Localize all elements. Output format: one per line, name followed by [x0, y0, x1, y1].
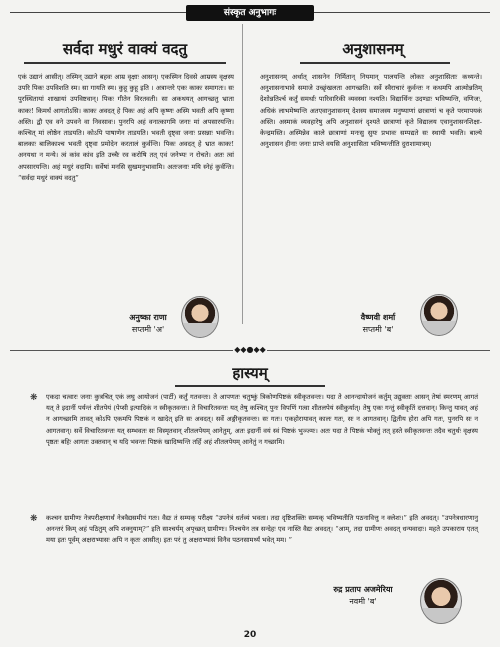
- right-author-class: सप्तमी 'ब': [362, 325, 394, 334]
- right-title-underline: [300, 62, 450, 64]
- right-author-name: वैष्णवी शर्मा: [360, 312, 396, 322]
- divider-ornament: ◆◆●◆◆: [234, 345, 266, 354]
- flower-bullet-icon: ❋: [30, 393, 38, 403]
- section-tab: संस्कृत अनुभागः: [186, 5, 314, 21]
- left-article-body: एकं उद्यानं आसीत्। तस्मिन् उद्याने बहवः आम्र वृक्षाः आसन्। एकस्मिन दिवसे आम्रस्य वृक्षस्य उपरि पिकः उपविशति स्म। सा गायति स्म। कुहू कुहू इति । अत्रान्तरे एकः काकः समागतः। सः पुरस्थितायां शाखायां उपविष्टवान्। पिकः गीतेन विरतवती। सा अकथयत् आगच्छतु भ्राता काकः! किमर्थं आगतोऽसि। काकः अवदत् हे पिकः अहं अपि कृष्णः अस्मि भवती अपि कृष्णा अस्ति। द्वौ एव वने उपवने वा निवसावः। पुनरपि अहं वनात्कागमि जनाः मां अपसारयन्ति। कश्चित् मां लोष्ठेन ताडयति। कोऽपि पाषाणेन ताडयति। भवती दृष्ट्वा जनाः प्रसन्नाः भवन्ति। बालकाः बालिकाश्च भवती दृष्ट्वा प्रमोदेन करतालं कुर्वन्ति। पिकः अवदत् हे भ्रात काकः! अनयथा न मन्ये। त्वं कांव कांव इति उच्चैः रव करोषि तत् एवं जनेभ्यः न रोचते। अतः त्वां अपसारयन्ति। अहं मधुरं वदामि। सर्वेषां मनसि सुखमनुभावामि। अतःजनाः मयि स्नेहं कुर्वन्ति। “सर्वदा मधुरं वाक्यं वदतु”: [18, 73, 234, 182]
- header-ribbon-right: [314, 12, 490, 13]
- hasya-author-name: रुद्र प्रताप अजमेरिया: [333, 584, 393, 594]
- left-author-name: अनुष्का राणा: [129, 312, 167, 322]
- joke-2: कश्चन ग्रामीणः नेत्रपरीक्षणार्थं नेत्रवैद्यसमीपं गतः। वैद्यः तं सम्यक् परीक्ष्य “उपनेत्रं धर्तव्यं भवता। तदा दृष्टिशक्तिः सम्यक् भविष्यतीति पठनावित्तु न क्लेशः।” इति अवदत्। “उपनेत्रधारणानु अनन्तरं किम् अहं पठितुम् अपि शक्नुयाम्?” इति साश्चर्यम् अपृच्छत् ग्रामीणः। निश्चयेन तत्र सन्देहः एव नास्ति वैद्यः अवदत्। “आम्, तदा ग्रामीणः अवदत् धन्यवादाः। महते उपकाराय एतत् मया इतः पूर्वम् अक्षराभ्यासः अपि न कृतः आसीत्। इतः परं तु अक्षराभ्यासं विनैव पठनसामर्थ्यं भवेत् मम। ”: [46, 514, 478, 545]
- avatar-rudra: [420, 578, 462, 624]
- page-number: 20: [243, 630, 257, 640]
- hasya-author-class: नवमी 'ब': [349, 597, 377, 606]
- left-title-underline: [24, 62, 226, 64]
- right-article-body: अनुशासनम् अर्थात् शासनेन निर्मितान् नियमान् पालयन्ति लोकाः अनुशासिताः कथ्यन्ते। अनुशासनाभावे समाजे उच्छृंखलता आगच्छति। सर्वे स्वैराचारं कुर्वन्तः न कथमपि आत्मोन्नतिम् देशोन्नतिर्श्च कर्तुं समर्थाः पारिवारिकी व्यवस्था नश्यति। विद्यार्थिनः उदण्डाः भविष्यन्ति, वणिजः, अधिकं लाभमेष्यन्ति अतएवानुशासनम् देशस्य समाजस्य मनुष्याणां छात्राणां च कृते परमापयकं अस्ति। अस्माकं व्यवहारेषु अपि अनुशासनं दृश्यते छात्राणां कृते विद्यालय एवानुशासनशिक्षा-केन्द्रमस्ति। अस्मिन्नेव काले छात्राणां मनःसु सुयः प्रभावः सम्पद्यते सः स्थायी भवति। बाल्ये अनुशासन हीनाः जनाः प्राप्ते वयसि अनुशासिता भविष्यन्तीति दुराशामात्रम्।: [260, 73, 482, 149]
- column-divider: [242, 24, 243, 324]
- header-ribbon-left: [10, 12, 186, 13]
- flower-bullet-icon: ❋: [30, 514, 38, 524]
- left-article-title: सर्वदा मधुरं वाक्यं वदतु: [62, 40, 188, 58]
- right-article-title: अनुशासनम्: [342, 40, 404, 58]
- hasya-title: हास्यम्: [232, 364, 268, 382]
- joke-1: एकदा चत्वारः जनाः कुत्रचित् एकं लघु आयोजनं (पार्टी) कर्तुं गतवन्तः। ते आपणतः चतुष्कुं त्रिकोणपिष्टकं स्वीकृतवन्तः। यदा ते आनन्दायोजनं कर्तुम् उद्युक्ताः आसन् तेषां स्मरणम् आगतं यत् ते इदानीं पर्यन्तं शीतपेयं (पेप्सी इत्यादिकं न स्वीकृतवन्तः। ते विचारितवन्तः यत् तेषु कश्चित् पुनः विपणिं गत्वा शीतलपेयं स्वीकुर्यात्। तेषु एकः गन्तुं स्वीकृतिं दत्तवान्। किन्तु यावत् अहं न आगच्छामि तावत् कोऽपि एकमपि पिष्टकं न खादेत् इति सः अवदत्। सर्वे अङ्गीकृतवन्तः। सः गतः। एकहोरायावत् कालः गतः, सः न आगतवान्। द्वितीय होरा अपि गतः, पुनरपि सः न आगतवान्। सर्वे विचारितवन्तः यत् सम्भवतः सः विस्मृतवान् शीतलपेयम् आनेतुम्, अतः इदानीं वयं स्वं पिष्टकं भुञ्ज्मः। अतः यदा ते पिष्टकं भोक्तुं तत् हस्ते स्वीकृतवन्तः तदैव चतुर्थः वृक्षस्य पृष्ठतः बहिः आगतः उक्तवान् च यदि भवन्तः पिष्टकं खादिष्यन्ति तर्हि अहं शीतलपेयम् आनेतुं न गच्छामि।: [46, 393, 478, 446]
- hasya-title-underline: [175, 385, 325, 387]
- avatar-vaishnavi: [420, 294, 458, 336]
- left-author-class: सप्तमी 'अ': [131, 325, 165, 334]
